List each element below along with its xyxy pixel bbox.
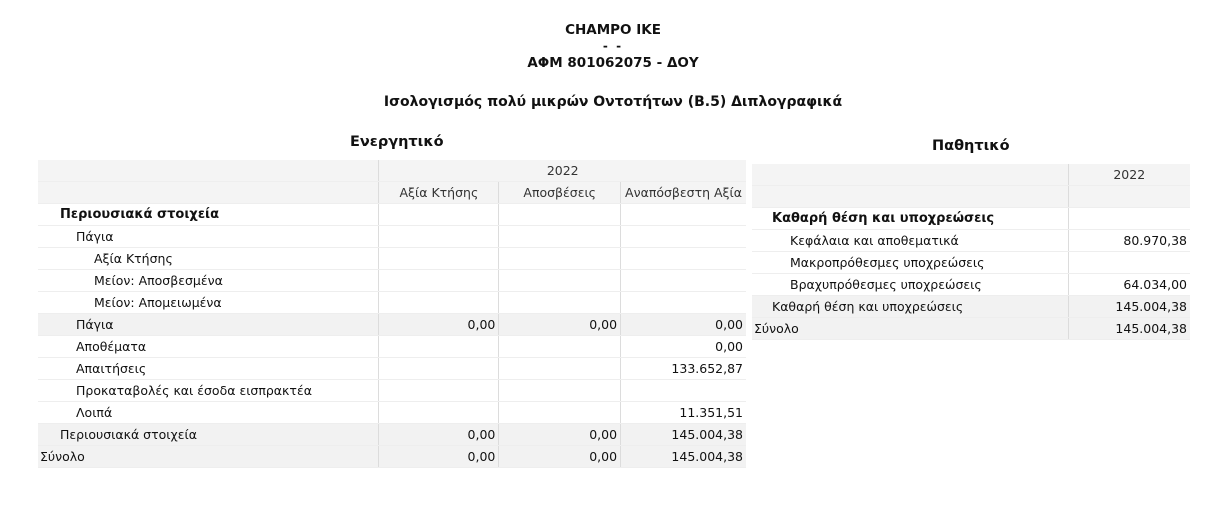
table-row bbox=[752, 252, 1190, 274]
row-label: Περιουσιακά στοιχεία bbox=[38, 204, 379, 226]
table-row: Κεφάλαια και αποθεματικά 80.970,38 bbox=[752, 230, 1190, 252]
table-row bbox=[38, 292, 746, 314]
row-label: Λοιπά bbox=[38, 402, 379, 424]
table-row: Σύνολο 145.004,38 bbox=[752, 318, 1190, 340]
liabilities-table bbox=[752, 164, 1190, 340]
row-label: Πάγια bbox=[38, 314, 379, 336]
company-name: CHAMPO IKE bbox=[565, 22, 661, 38]
row-label: Μακροπρόθεσμες υποχρεώσεις bbox=[752, 252, 1068, 274]
row-label: Πάγια bbox=[38, 226, 379, 248]
liabilities-blank-header-row bbox=[752, 186, 1190, 208]
table-row: Περιουσιακά στοιχεία 0,00 0,00 145.004,38 bbox=[38, 424, 746, 446]
row-label: Βραχυπρόθεσμες υποχρεώσεις bbox=[752, 274, 1068, 296]
table-row: Σύνολο 0,00 0,00 145.004,38 bbox=[38, 446, 746, 468]
row-label: Μείον: Αποσβεσμένα bbox=[38, 270, 379, 292]
row-label: Κεφάλαια και αποθεματικά bbox=[752, 230, 1068, 252]
row-label: Καθαρή θέση και υποχρεώσεις bbox=[752, 296, 1068, 318]
row-label: Προκαταβολές και έσοδα εισπρακτέα bbox=[38, 380, 379, 402]
assets-title: Ενεργητικό bbox=[350, 134, 444, 150]
assets-year-row bbox=[38, 160, 746, 182]
liabilities-year: 2022 bbox=[1068, 164, 1190, 186]
liabilities-title: Παθητικό bbox=[932, 138, 1010, 154]
table-row: Απαιτήσεις 133.652,87 bbox=[38, 358, 746, 380]
tax-id-line: ΑΦΜ 801062075 - ΔΟΥ bbox=[527, 55, 699, 71]
company-dashes: - - bbox=[602, 39, 624, 53]
table-row bbox=[38, 226, 746, 248]
assets-column-header-row bbox=[38, 182, 746, 204]
table-row bbox=[38, 270, 746, 292]
col-acquisition-value: Αξία Κτήσης bbox=[379, 182, 499, 204]
row-label: Καθαρή θέση και υποχρεώσεις bbox=[752, 208, 1068, 230]
row-label: Αποθέματα bbox=[38, 336, 379, 358]
report-title: Ισολογισμός πολύ μικρών Οντοτήτων (Β.5) Διπλογραφικά bbox=[383, 94, 843, 110]
table-row bbox=[752, 208, 1190, 230]
table-row: Λοιπά 11.351,51 bbox=[38, 402, 746, 424]
table-row: Πάγια 0,00 0,00 0,00 bbox=[38, 314, 746, 336]
row-label: Αξία Κτήσης bbox=[38, 248, 379, 270]
liabilities-year-row bbox=[752, 164, 1190, 186]
table-row bbox=[38, 248, 746, 270]
col-depreciation: Αποσβέσεις bbox=[499, 182, 621, 204]
row-label: Περιουσιακά στοιχεία bbox=[38, 424, 379, 446]
table-row bbox=[38, 204, 746, 226]
row-label: Μείον: Απομειωμένα bbox=[38, 292, 379, 314]
assets-year: 2022 bbox=[379, 160, 746, 182]
assets-table bbox=[38, 160, 746, 468]
row-label: Απαιτήσεις bbox=[38, 358, 379, 380]
table-row: Αποθέματα 0,00 bbox=[38, 336, 746, 358]
table-row bbox=[38, 380, 746, 402]
table-row: Βραχυπρόθεσμες υποχρεώσεις 64.034,00 bbox=[752, 274, 1190, 296]
col-net-value: Αναπόσβεστη Αξία bbox=[621, 182, 746, 204]
row-label: Σύνολο bbox=[752, 318, 1068, 340]
table-row: Καθαρή θέση και υποχρεώσεις 145.004,38 bbox=[752, 296, 1190, 318]
row-label: Σύνολο bbox=[38, 446, 379, 468]
